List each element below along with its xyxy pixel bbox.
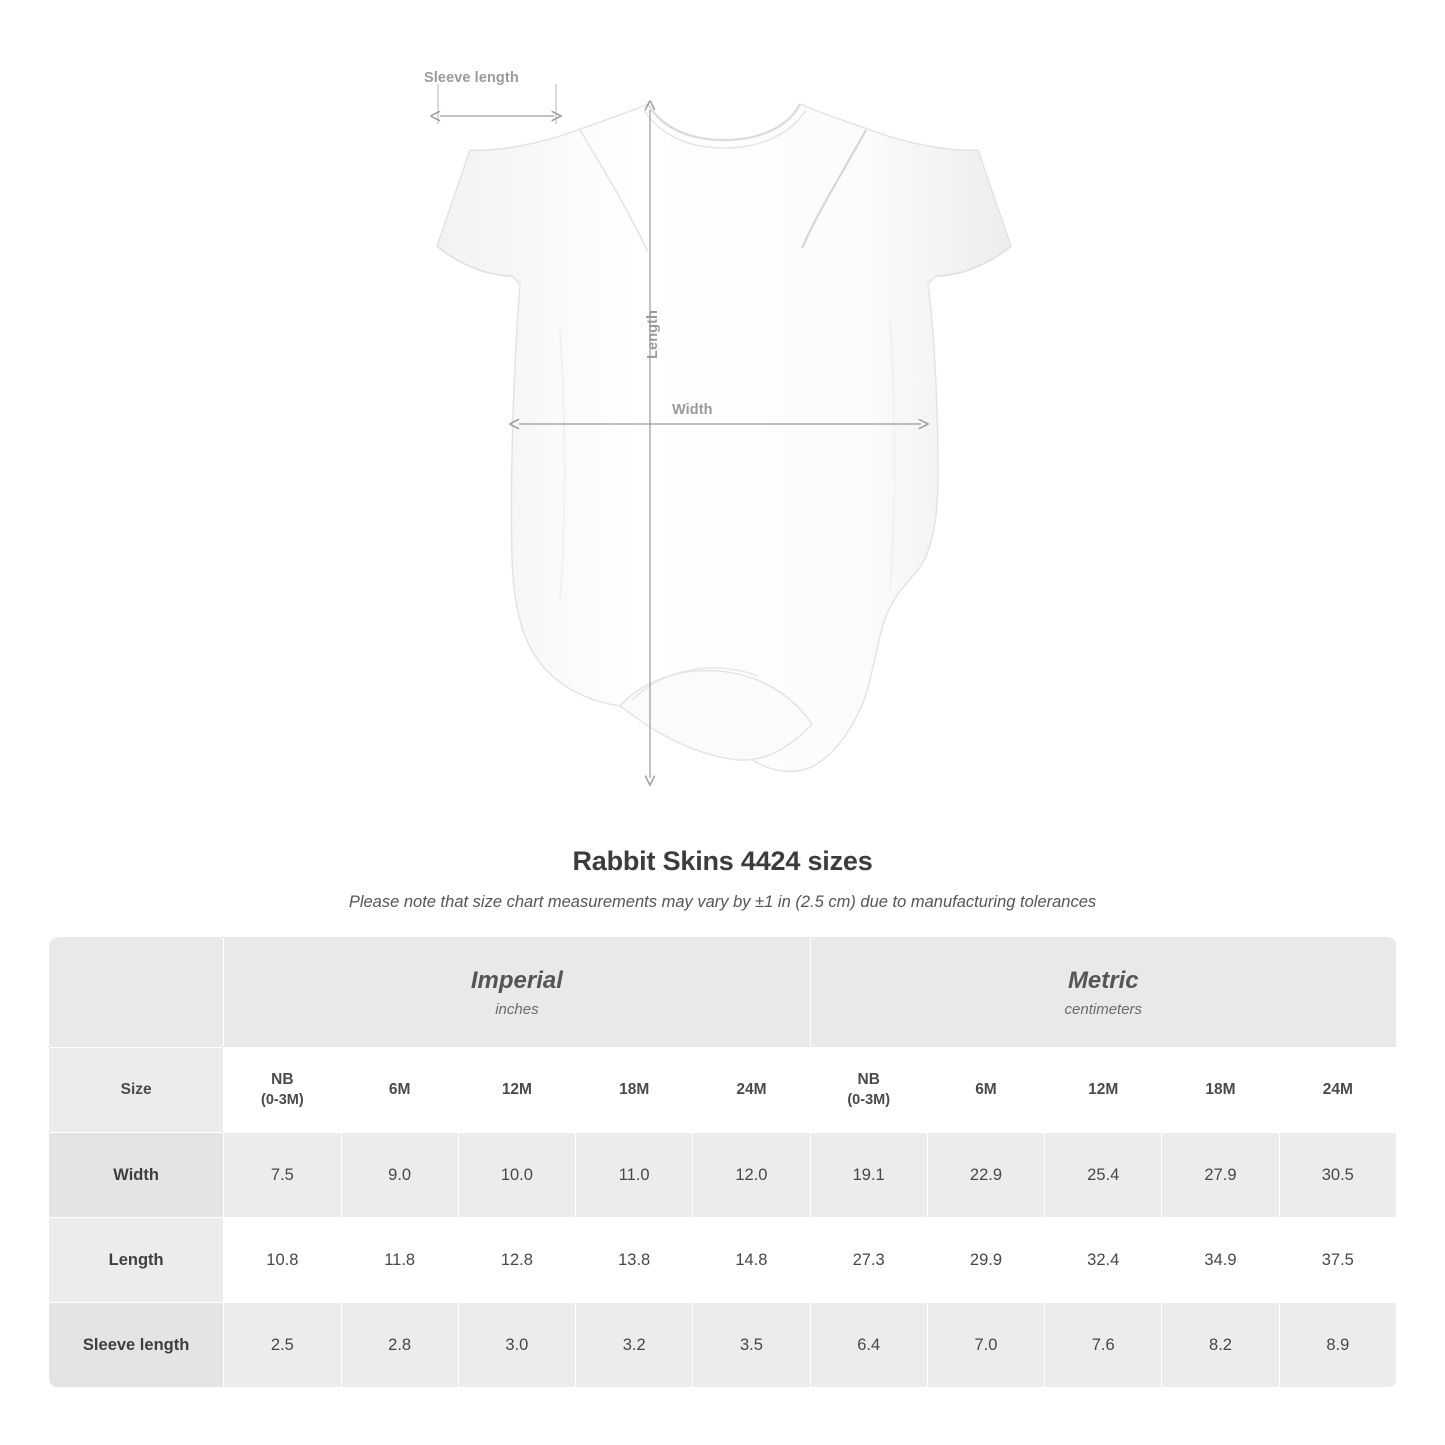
width-dimension-label: Width <box>672 402 713 418</box>
cell-width-18m-imperial: 11.0 <box>576 1133 693 1218</box>
sleeve-length-dimension-label: Sleeve length <box>424 70 519 86</box>
cell-sleeve-nb-metric: 6.4 <box>810 1303 927 1388</box>
cell-length-24m-imperial: 14.8 <box>693 1218 810 1303</box>
cell-sleeve-18m-imperial: 3.2 <box>576 1303 693 1388</box>
cell-length-nb-imperial: 10.8 <box>224 1218 341 1303</box>
page-title: Rabbit Skins 4424 sizes <box>572 846 873 876</box>
cell-length-12m-imperial: 12.8 <box>458 1218 575 1303</box>
unit-header-row <box>49 937 1397 1048</box>
column-header-6m-imperial: 6M <box>341 1048 458 1133</box>
column-header-6m-metric: 6M <box>927 1048 1044 1133</box>
row-label-sleeve-length: Sleeve length <box>49 1303 224 1388</box>
table-row <box>49 1303 1397 1388</box>
column-header-24m-imperial: 24M <box>693 1048 810 1133</box>
cell-sleeve-24m-metric: 8.9 <box>1279 1303 1396 1388</box>
table-row <box>49 1133 1397 1218</box>
row-label-width: Width <box>49 1133 224 1218</box>
unit-header-corner <box>49 937 224 1048</box>
column-header-nb-metric <box>810 1048 927 1133</box>
unit-name-label-metric: centimeters <box>1064 1001 1143 1018</box>
title-block <box>0 846 1445 912</box>
length-dimension-label: Length <box>645 310 661 359</box>
cell-length-6m-imperial: 11.8 <box>341 1218 458 1303</box>
cell-width-nb-metric: 19.1 <box>810 1133 927 1218</box>
cell-length-nb-metric: 27.3 <box>810 1218 927 1303</box>
row-label-length: Length <box>49 1218 224 1303</box>
column-header-12m-imperial: 12M <box>458 1048 575 1133</box>
size-table <box>48 936 1397 1388</box>
cell-sleeve-nb-imperial: 2.5 <box>224 1303 341 1388</box>
cell-sleeve-18m-metric: 8.2 <box>1162 1303 1279 1388</box>
cell-length-6m-metric: 29.9 <box>927 1218 1044 1303</box>
row-header-size: Size <box>49 1048 224 1133</box>
column-header-label: NB <box>271 1070 294 1088</box>
cell-sleeve-6m-metric: 7.0 <box>927 1303 1044 1388</box>
cell-width-18m-metric: 27.9 <box>1162 1133 1279 1218</box>
column-header-sub: (0-3M) <box>261 1091 304 1108</box>
cell-length-12m-metric: 32.4 <box>1045 1218 1162 1303</box>
unit-header-imperial <box>224 937 810 1048</box>
cell-length-18m-imperial: 13.8 <box>576 1218 693 1303</box>
cell-sleeve-24m-imperial: 3.5 <box>693 1303 810 1388</box>
bodysuit-body <box>437 104 1011 771</box>
cell-sleeve-12m-metric: 7.6 <box>1045 1303 1162 1388</box>
unit-name-label-imperial: inches <box>495 1001 539 1018</box>
column-header-sub: (0-3M) <box>847 1091 891 1108</box>
column-header-24m-metric: 24M <box>1279 1048 1396 1133</box>
unit-header-metric <box>810 937 1396 1048</box>
cell-sleeve-12m-imperial: 3.0 <box>458 1303 575 1388</box>
table-row <box>49 1218 1397 1303</box>
cell-width-12m-imperial: 10.0 <box>458 1133 575 1218</box>
cell-width-24m-metric: 30.5 <box>1279 1133 1396 1218</box>
unit-system-label-metric: Metric <box>1067 967 1139 994</box>
column-header-label: NB <box>857 1070 880 1088</box>
unit-system-label-imperial: Imperial <box>470 967 563 994</box>
cell-length-24m-metric: 37.5 <box>1279 1218 1396 1303</box>
cell-width-nb-imperial: 7.5 <box>224 1133 341 1218</box>
column-header-12m-metric: 12M <box>1045 1048 1162 1133</box>
column-header-18m-imperial: 18M <box>576 1048 693 1133</box>
cell-length-18m-metric: 34.9 <box>1162 1218 1279 1303</box>
cell-sleeve-6m-imperial: 2.8 <box>341 1303 458 1388</box>
cell-width-6m-imperial: 9.0 <box>341 1133 458 1218</box>
cell-width-24m-imperial: 12.0 <box>693 1133 810 1218</box>
cell-width-12m-metric: 25.4 <box>1045 1133 1162 1218</box>
size-table-wrapper <box>48 936 1397 1388</box>
column-header-row <box>49 1048 1397 1133</box>
cell-width-6m-metric: 22.9 <box>927 1133 1044 1218</box>
column-header-nb-imperial <box>224 1048 341 1133</box>
column-header-18m-metric: 18M <box>1162 1048 1279 1133</box>
tolerance-note: Please note that size chart measurements may vary by ±1 in (2.5 cm) due to manufacturing tolerances <box>348 893 1097 911</box>
